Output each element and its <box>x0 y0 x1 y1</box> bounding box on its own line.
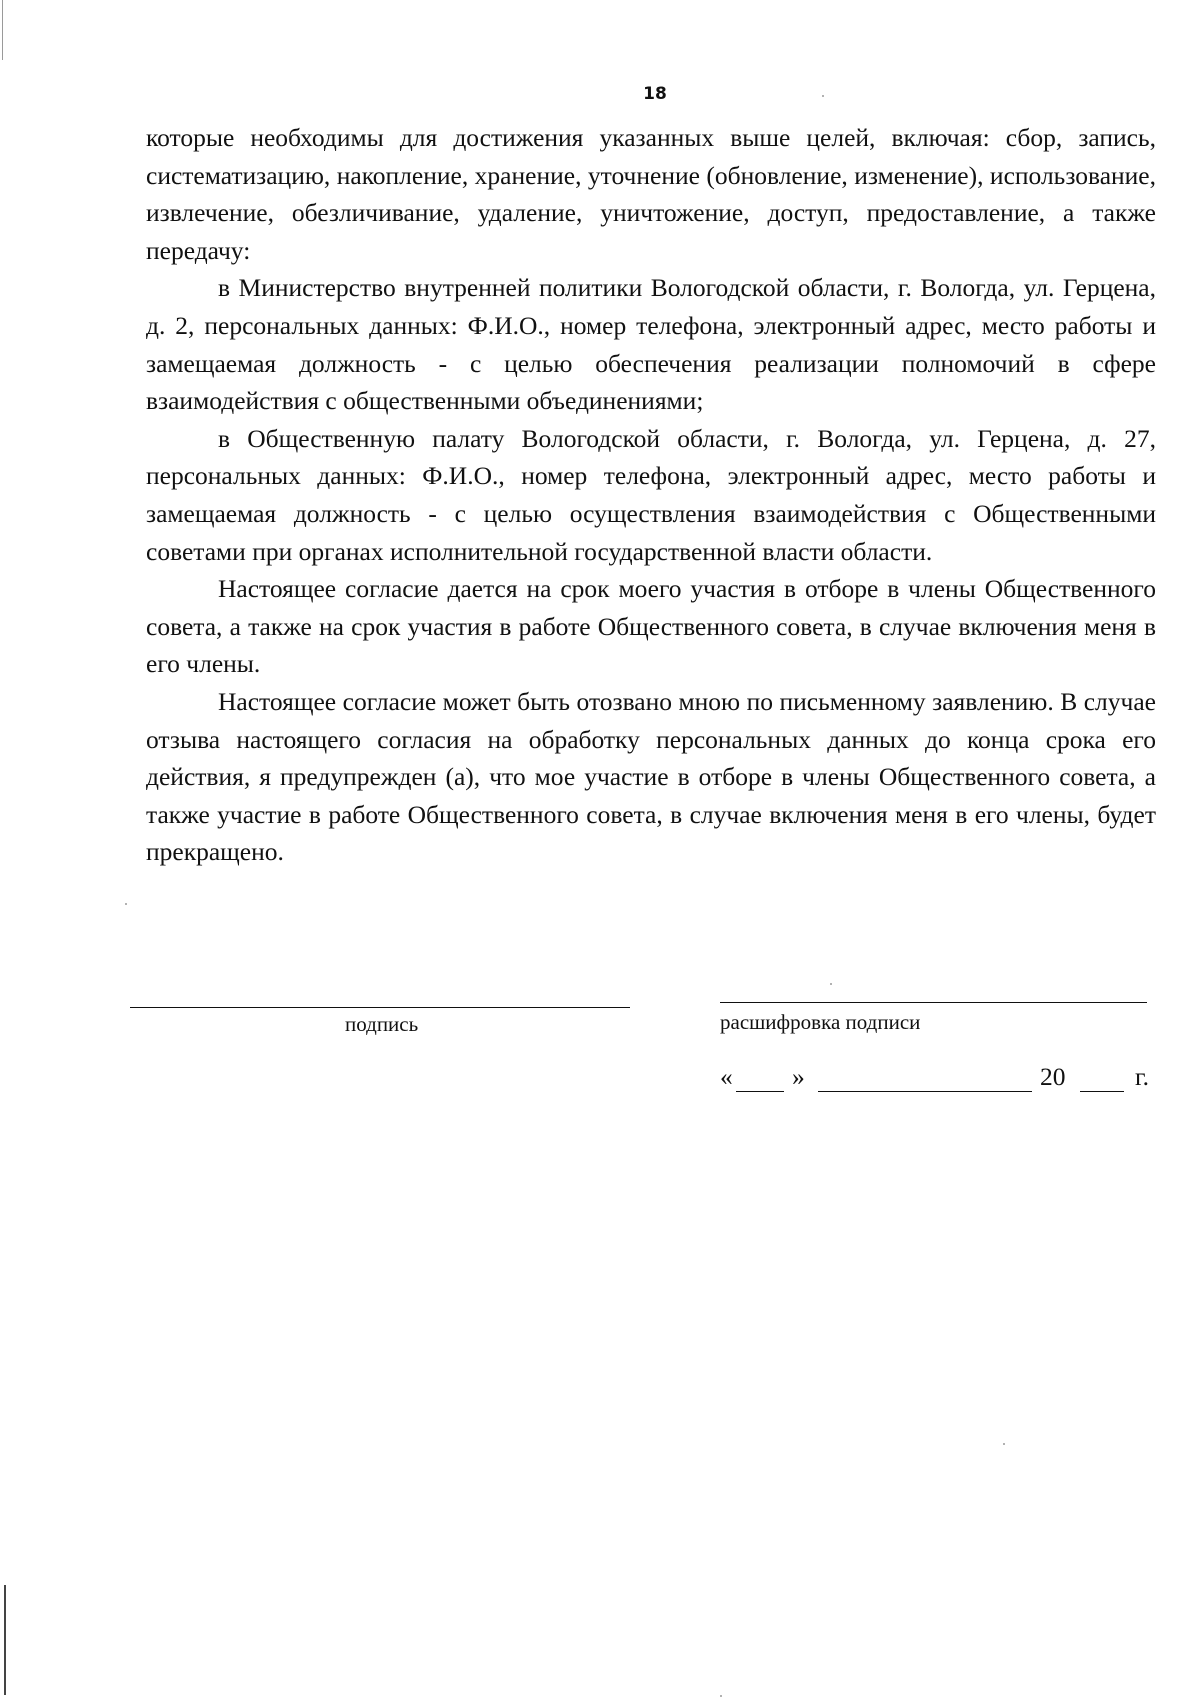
year-suffix: г. <box>1135 1062 1149 1091</box>
scan-speck <box>125 903 127 905</box>
paragraph-consent-revocation: Настоящее согласие может быть отозвано мною по письменному заявлению. В случае отзыва настоящего согласия на обработку персональных данных до конца срока его действия, я предупрежден (а), что мое участие в отборе в члены Общественного совета, а также участие в работе Общественного совета, в случае включения меня в его члены, будет прекращено. <box>146 686 1156 867</box>
scan-speck <box>1003 1443 1005 1445</box>
year-prefix: 20 <box>1040 1062 1066 1091</box>
signature-transcript-line <box>720 1002 1147 1003</box>
year-blank <box>1080 1091 1124 1092</box>
signature-label: подпись <box>345 1012 419 1036</box>
scan-speck <box>822 95 824 97</box>
signature-line <box>130 1007 630 1008</box>
paragraph-ministry-transfer: в Министерство внутренней политики Вологодской области, г. Вологда, ул. Герцена, д. 2, персональных данных: Ф.И.О., номер телефона, электронный адрес, место работы и замещаемая должность - с целью обеспечения реализации полномочий в сфере взаимодействия с общественными объединениями; <box>146 273 1156 416</box>
month-blank <box>818 1091 1032 1092</box>
paragraph-consent-term: Настоящее согласие дается на срок моего участия в отборе в члены Общественного совета, а также на срок участия в работе Общественного совета, в случае включения меня в его члены. <box>146 574 1156 679</box>
date-open-quote: « <box>720 1062 733 1091</box>
page-number: 18 <box>643 84 667 104</box>
scan-speck <box>830 983 832 985</box>
paragraph-public-chamber-transfer: в Общественную палату Вологодской области, г. Вологда, ул. Герцена, д. 27, персональных данных: Ф.И.О., номер телефона, электронный адрес, место работы и замещаемая должность - с целью осуществления взаимодействия с Общественными советами при органах исполнительной государственной власти области. <box>146 423 1156 566</box>
paragraph-processing-actions: которые необходимы для достижения указанных выше целей, включая: сбор, запись, систематизацию, накопление, хранение, уточнение (обновление, изменение), использование, извлечение, обезличивание, удаление, уничтожение, доступ, предоставление, а также передачу: <box>146 123 1156 265</box>
day-blank <box>736 1091 784 1092</box>
scan-edge-mark-bottom <box>4 1585 6 1695</box>
scan-edge-mark-top <box>2 0 3 60</box>
date-close-quote: » <box>792 1062 805 1091</box>
scan-speck <box>720 1695 722 1697</box>
date-line <box>720 1062 1160 1098</box>
signature-transcript-label: расшифровка подписи <box>720 1010 921 1034</box>
document-body <box>146 119 1156 871</box>
